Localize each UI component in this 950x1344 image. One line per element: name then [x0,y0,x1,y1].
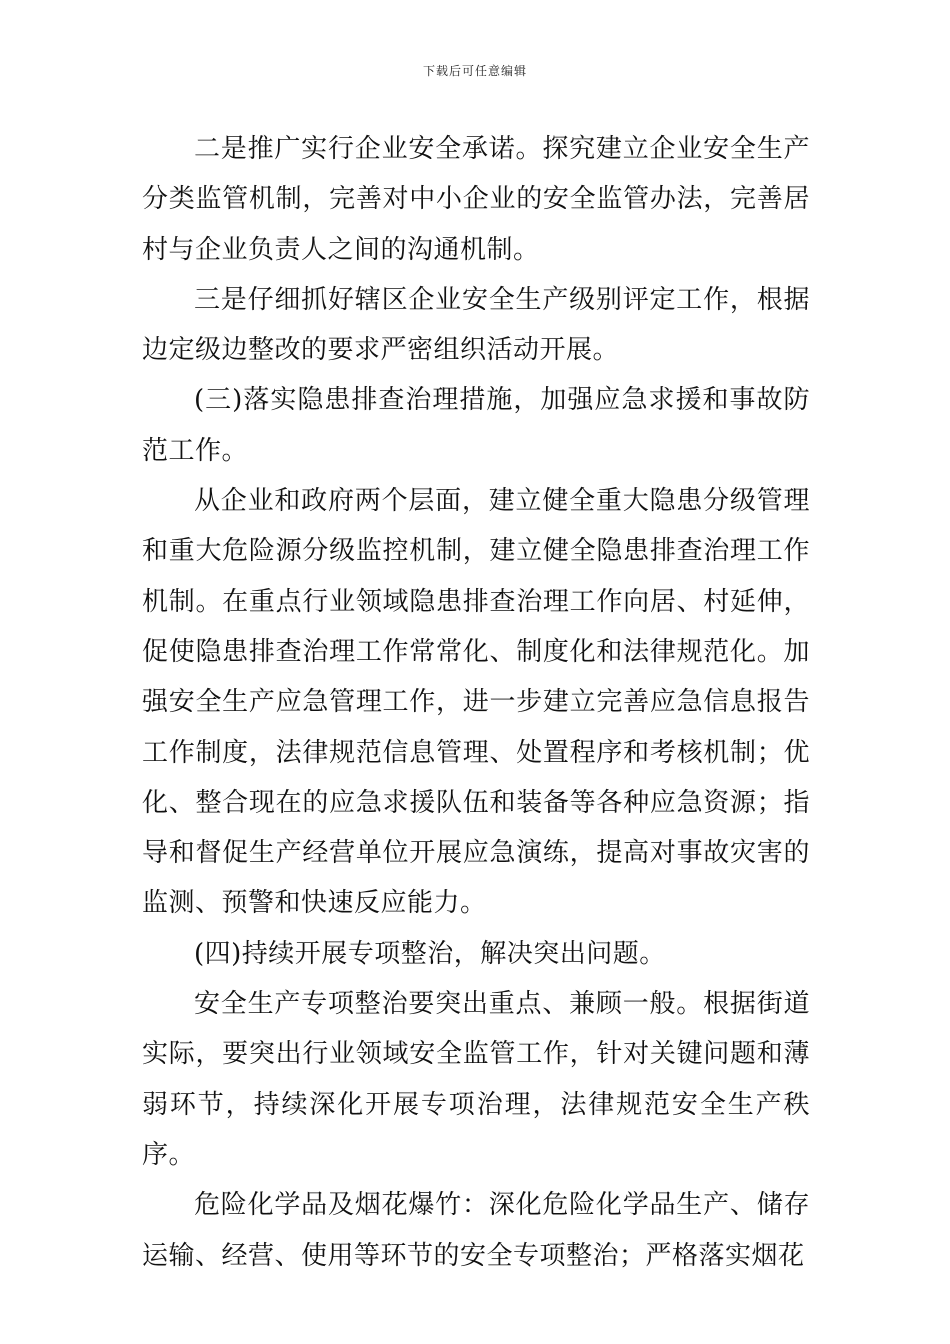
paragraph: 二是推广实行企业安全承诺。探究建立企业安全生产分类监管机制，完善对中小企业的安全监管办法，完善居村与企业负责人之间的沟通机制。 [142,134,810,265]
paragraph: 危险化学品及烟花爆竹：深化危险化学品生产、储存运输、经营、使用等环节的安全专项整治；严格落实烟花 [142,1190,810,1271]
document-body [142,124,810,1281]
section-heading: (三)落实隐患排查治理措施，加强应急求援和事故防范工作。 [142,385,810,466]
page-header: 下载后可任意编辑 [422,64,527,78]
paragraph: 三是仔细抓好辖区企业安全生产级别评定工作，根据边定级边整改的要求严密组织活动开展。 [142,284,810,366]
section-heading: (四)持续开展专项整治，解决突出问题。 [194,938,666,969]
paragraph: 从企业和政府两个层面，建立健全重大隐患分级管理和重大危险源分级监控机制，建立健全隐患排查治理工作机制。在重点行业领域隐患排查治理工作向居、村延伸，促使隐患排查治理工作常常化、制度化和法律规范化。加强安全生产应急管理工作，进一步建立完善应急信息报告工作制度，法律规范信息管理、处置程序和考核机制；优化、整合现在的应急求援队伍和装备等各种应急资源；指导和督促生产经营单位开展应急演练，提高对事故灾害的监测、预警和快速反应能力。 [142,486,810,919]
paragraph: 安全生产专项整治要突出重点、兼顾一般。根据街道实际，要突出行业领域安全监管工作，针对关键问题和薄弱环节，持续深化开展专项治理，法律规范安全生产秩序。 [142,989,810,1170]
